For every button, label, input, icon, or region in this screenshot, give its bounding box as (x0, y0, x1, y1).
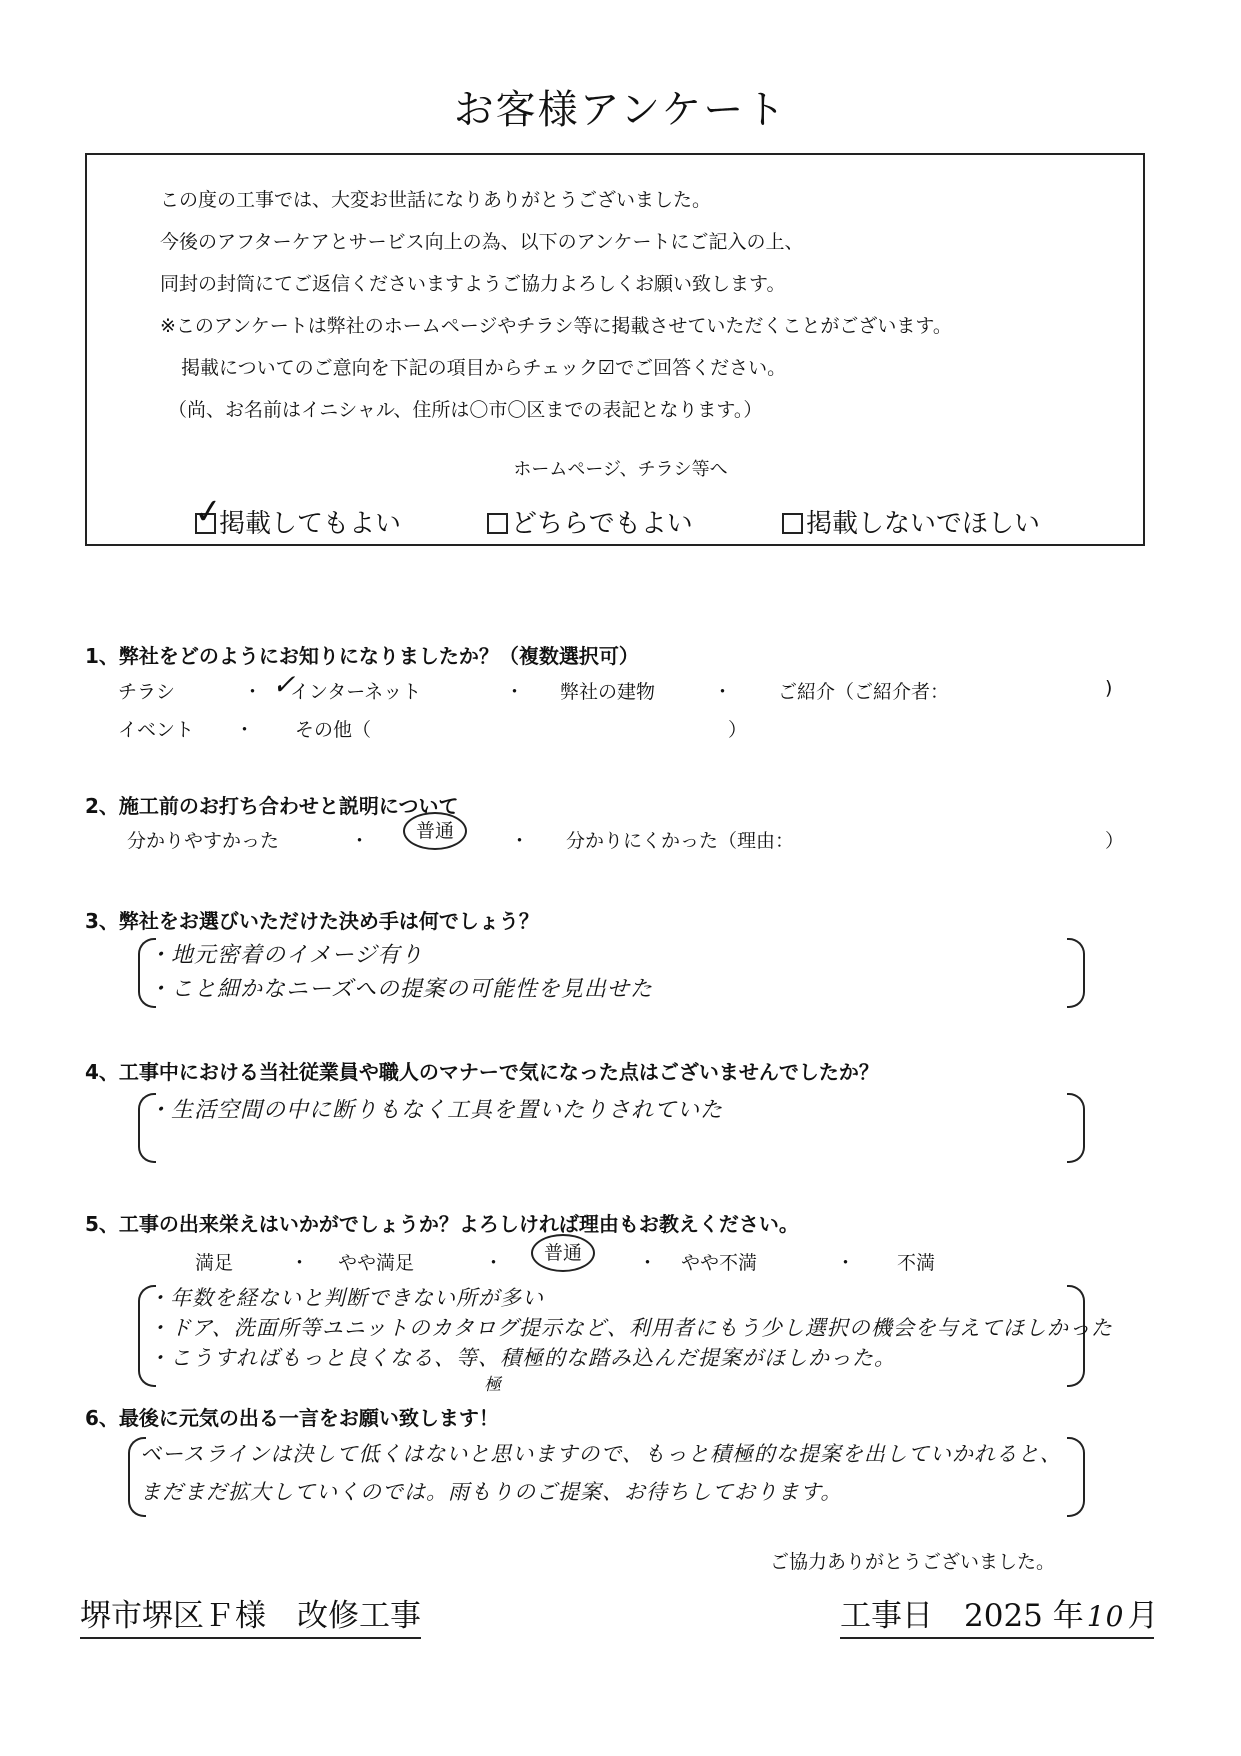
q3-answer-2[interactable]: ・こと細かなニーズへの提案の可能性を見出せた (148, 977, 653, 1002)
q2-reason-close: ） (1105, 830, 1125, 852)
notice-line-5: 掲載についてのご意向を下記の項目からチェック☑でご回答ください。 (181, 357, 787, 379)
notice-line-6: （尚、お名前はイニシャル、住所は〇市〇区までの表記となります。） (168, 399, 763, 421)
separator-dot: ・ (505, 681, 525, 703)
notice-line-2: 今後のアフターケアとサービス向上の為、以下のアンケートにご記入の上、 (160, 231, 804, 253)
consent-option-label: 掲載してもよい (219, 509, 402, 539)
consent-option-deny[interactable] (782, 503, 1040, 540)
separator-dot: ・ (243, 681, 263, 703)
date-month[interactable]: 10 (1086, 1600, 1125, 1633)
notice-line-1: この度の工事では、大変お世話になりありがとうございました。 (160, 189, 712, 211)
question-6: 6、最後に元気の出る一言をお願い致します！ (85, 1406, 499, 1430)
consent-option-label: どちらでもよい (511, 509, 693, 539)
q1-option-other[interactable]: その他（ (295, 719, 372, 741)
q5-option-somewhat-satisfied[interactable]: やや満足 (338, 1252, 415, 1274)
question-2: 2、施工前のお打ち合わせと説明について (85, 794, 459, 818)
separator-dot: ・ (638, 1252, 658, 1274)
separator-dot: ・ (484, 1252, 504, 1274)
answer-bracket-right (1067, 1437, 1085, 1517)
separator-dot: ・ (510, 830, 530, 852)
q2-option-normal[interactable] (403, 816, 467, 843)
check-mark-icon: ✓ (272, 668, 297, 701)
q1-other-close: ） (728, 719, 748, 741)
q1-introduction-close: ) (1105, 677, 1113, 699)
date-month-unit: 月 (1127, 1598, 1159, 1634)
q5-option-dissatisfied[interactable]: 不満 (897, 1252, 936, 1274)
consent-option-allow[interactable] (191, 490, 402, 540)
q1-option-chirashi[interactable]: チラシ (118, 681, 176, 703)
consent-option-either[interactable] (487, 503, 693, 540)
answer-bracket-right (1067, 938, 1085, 1008)
page-title: お客様アンケート (453, 87, 788, 133)
q5-option-satisfied[interactable]: 満足 (195, 1252, 234, 1274)
consent-heading: ホームページ、チラシ等へ (513, 459, 728, 480)
question-4: 4、工事中における当社従業員や職人のマナーで気になった点はございませんでしたか？ (85, 1060, 879, 1084)
separator-dot: ・ (290, 1252, 310, 1274)
q1-option-introduction[interactable]: ご紹介（ご紹介者： (778, 681, 950, 703)
notice-line-4: ※このアンケートは弊社のホームページやチラシ等に掲載させていただくことがございます。 (160, 315, 952, 337)
checkbox[interactable] (487, 513, 508, 534)
selected-circle: 普通 (403, 812, 467, 850)
consent-option-label: 掲載しないでほしい (806, 509, 1041, 539)
separator-dot: ・ (713, 681, 733, 703)
separator-dot: ・ (350, 830, 370, 852)
checkbox-checked[interactable] (191, 490, 225, 534)
q1-option-internet[interactable]: インターネット (290, 681, 422, 703)
q6-answer-2[interactable]: まだまだ拡大していくのでは。雨もりのご提案、お待ちしております。 (140, 1480, 843, 1504)
answer-bracket-right (1067, 1093, 1085, 1163)
checkbox[interactable] (782, 513, 803, 534)
separator-dot: ・ (836, 1252, 856, 1274)
q5-option-somewhat-dissatisfied[interactable]: やや不満 (681, 1252, 758, 1274)
q6-answer-1[interactable]: ベースラインは決して低くはないと思いますので、もっと積極的な提案を出していかれると、 (140, 1442, 1062, 1466)
q5-answer-3[interactable]: ・こうすればもっと良くなる、等、積極的な踏み込んだ提案がほしかった。 (148, 1346, 896, 1370)
q2-option-hard[interactable]: 分かりにくかった（理由： (566, 830, 795, 852)
selected-circle: 普通 (531, 1234, 595, 1272)
question-3: 3、弊社をお選びいただけた決め手は何でしょう？ (85, 909, 539, 933)
notice-line-3: 同封の封筒にてご返信くださいますようご協力よろしくお願い致します。 (160, 273, 786, 295)
q3-answer-1[interactable]: ・地元密着のイメージ有り (148, 943, 424, 968)
date-label: 工事日 2025 年 (840, 1598, 1084, 1634)
q2-option-easy[interactable]: 分かりやすかった (127, 830, 280, 852)
q5-option-normal[interactable] (531, 1238, 595, 1265)
q1-option-event[interactable]: イベント (118, 719, 195, 741)
q1-option-building[interactable]: 弊社の建物 (560, 681, 656, 703)
footer-date (840, 1590, 1159, 1639)
question-1: 1、弊社をどのようにお知りになりましたか？（複数選択可） (85, 644, 639, 668)
separator-dot: ・ (235, 719, 255, 741)
thanks-message: ご協力ありがとうございました。 (770, 1551, 1056, 1573)
q5-answer-1[interactable]: ・年数を経ないと判断できない所が多い (148, 1286, 544, 1310)
handwritten-correction: 極 (484, 1375, 502, 1395)
footer-location: 堺市堺区Ｆ様 改修工事 (80, 1590, 421, 1639)
question-5: 5、工事の出来栄えはいかがでしょうか？よろしければ理由もお教えください。 (85, 1212, 799, 1236)
checkmark-icon: ✓ (191, 490, 225, 534)
q5-answer-2[interactable]: ・ドア、洗面所等ユニットのカタログ提示など、利用者にもう少し選択の機会を与えてほしかった (148, 1316, 1113, 1340)
q4-answer-1[interactable]: ・生活空間の中に断りもなく工具を置いたりされていた (148, 1098, 724, 1123)
